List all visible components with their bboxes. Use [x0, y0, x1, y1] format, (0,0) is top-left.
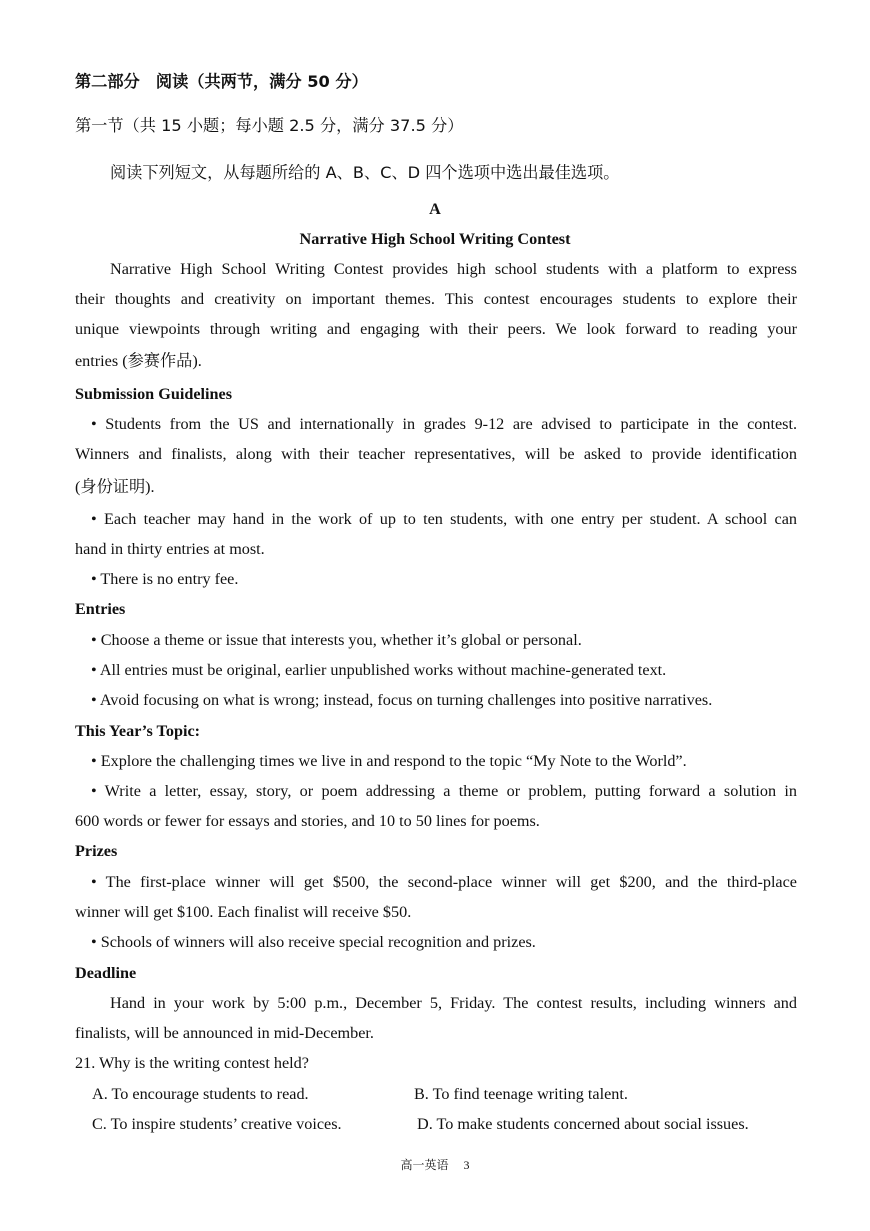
intro-line: entries (参赛作品). [75, 352, 202, 370]
guideline-line: Winners and finalists, along with their teacher representatives, will be asked to provide identification [75, 445, 797, 463]
page-number: 3 [463, 1158, 470, 1172]
entries-line: • Choose a theme or issue that interests you, whether it’s global or personal. [91, 631, 582, 649]
section-heading-entries: Entries [75, 600, 126, 618]
option-a: A. To encourage students to read. [92, 1085, 309, 1103]
guideline-line: • Students from the US and internationally in grades 9-12 are advised to participate in the contest. [91, 415, 797, 433]
instructions: 阅读下列短文，从每题所给的 A、B、C、D 四个选项中选出最佳选项。 [110, 163, 620, 182]
guideline-line: (身份证明). [75, 478, 155, 496]
prizes-line: • The first-place winner will get $500, the second-place winner will get $200, and the third-place [91, 873, 797, 891]
option-d: D. To make students concerned about social issues. [417, 1115, 749, 1133]
entries-line: • Avoid focusing on what is wrong; instead, focus on turning challenges into positive narratives. [91, 691, 713, 709]
topic-line: 600 words or fewer for essays and stories, and 10 to 50 lines for poems. [75, 812, 540, 830]
intro-line: unique viewpoints through writing and engaging with their peers. We look forward to reading your [75, 320, 797, 338]
section-heading-topic: This Year’s Topic: [75, 722, 201, 740]
option-b: B. To find teenage writing talent. [414, 1085, 628, 1103]
guideline-line: • Each teacher may hand in the work of up to ten students, with one entry per student. A school can [91, 510, 797, 528]
part-heading: 第二部分 阅读（共两节，满分 50 分） [75, 72, 368, 91]
intro-line: their thoughts and creativity on important themes. This contest encourages students to explore their [75, 290, 797, 308]
deadline-line: finalists, will be announced in mid-December. [75, 1024, 374, 1042]
guideline-line: hand in thirty entries at most. [75, 540, 265, 558]
section-heading: 第一节（共 15 小题；每小题 2.5 分，满分 37.5 分） [75, 116, 464, 135]
deadline-line: Hand in your work by 5:00 p.m., December 5, Friday. The contest results, including winners and [110, 994, 797, 1012]
section-heading-prizes: Prizes [75, 842, 118, 860]
page-footer [0, 1157, 870, 1173]
entries-line: • All entries must be original, earlier unpublished works without machine-generated text. [91, 661, 667, 679]
guideline-line: • There is no entry fee. [91, 570, 239, 588]
intro-line: Narrative High School Writing Contest provides high school students with a platform to express [110, 260, 797, 278]
section-heading-deadline: Deadline [75, 964, 137, 982]
topic-line: • Explore the challenging times we live in and respond to the topic “My Note to the World”. [91, 752, 687, 770]
passage-letter: A [429, 200, 441, 218]
footer-subject: 高一英语 [400, 1158, 449, 1172]
topic-line: • Write a letter, essay, story, or poem addressing a theme or problem, putting forward a solution in [91, 782, 797, 800]
option-c: C. To inspire students’ creative voices. [92, 1115, 342, 1133]
prizes-line: winner will get $100. Each finalist will receive $50. [75, 903, 412, 921]
passage-title: Narrative High School Writing Contest [299, 230, 571, 248]
question-stem: 21. Why is the writing contest held? [75, 1054, 309, 1072]
section-heading-submission: Submission Guidelines [75, 385, 232, 403]
prizes-line: • Schools of winners will also receive special recognition and prizes. [91, 933, 536, 951]
